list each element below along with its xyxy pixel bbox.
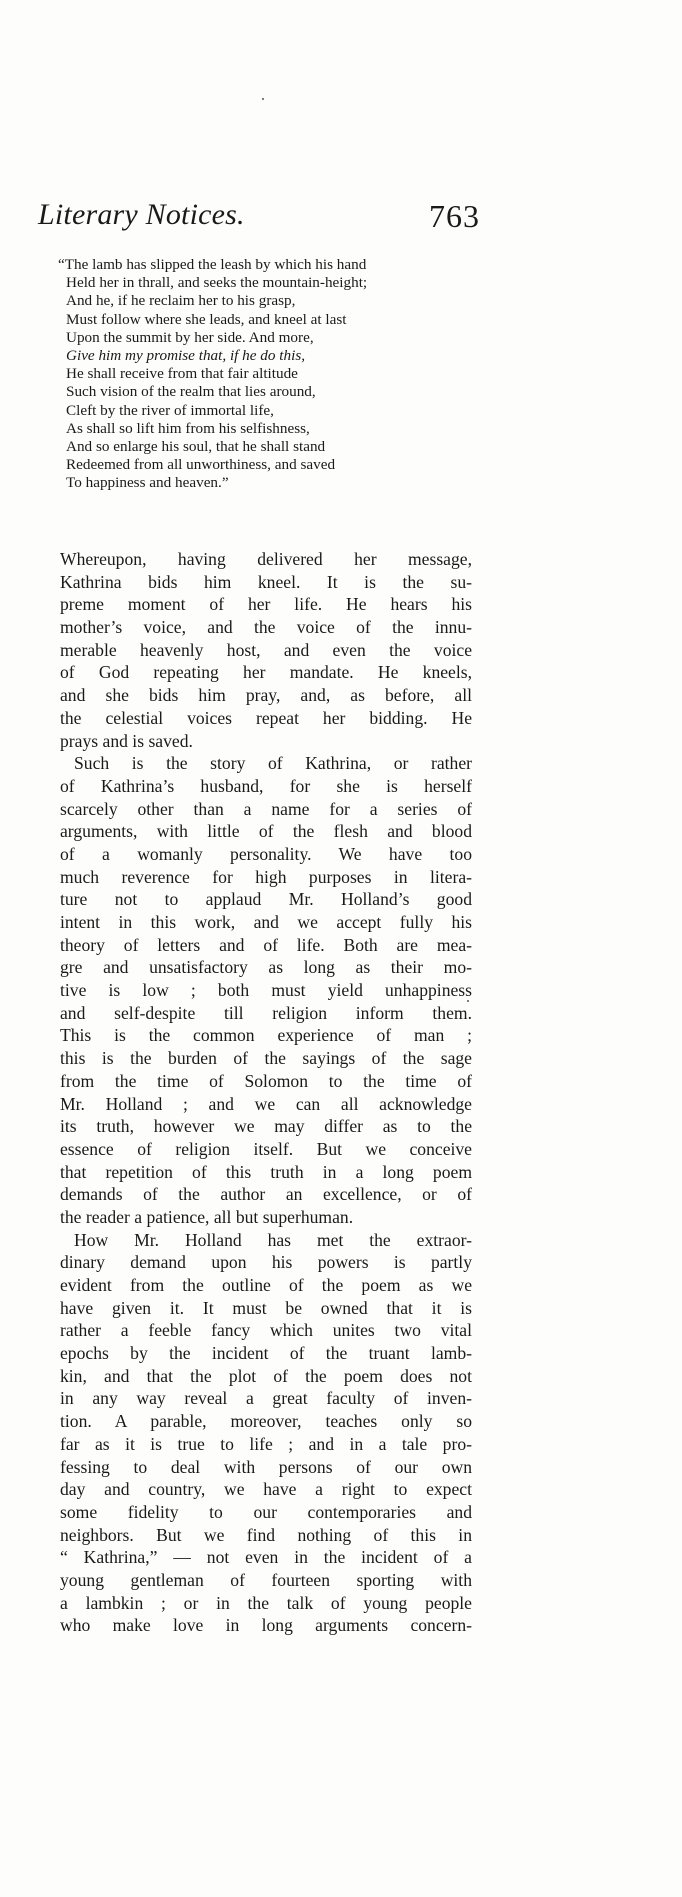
- text-line: prays and is saved.: [60, 730, 193, 751]
- text-line: preme moment of her life. He hears his: [60, 594, 472, 615]
- text-line: the reader a patience, all but superhuman.: [60, 1206, 354, 1227]
- verse-line: Such vision of the realm that lies around,: [66, 383, 316, 401]
- verse-line: Must follow where she leads, and kneel at last: [66, 310, 347, 328]
- text-line: mother’s voice, and the voice of the innu-: [60, 617, 472, 638]
- text-line: kin, and that the plot of the poem does not: [60, 1365, 472, 1386]
- text-line: arguments, with little of the flesh and blood: [60, 821, 472, 842]
- page-number: 763: [429, 198, 480, 234]
- text-line: theory of letters and of life. Both are mea-: [60, 934, 472, 955]
- text-line: merable heavenly host, and even the voice: [60, 639, 472, 660]
- text-line: demands of the author an excellence, or of: [60, 1184, 472, 1205]
- text-line: and she bids him pray, and, as before, all: [60, 685, 472, 706]
- text-line: ture not to applaud Mr. Holland’s good: [60, 889, 472, 910]
- text-line: of God repeating her mandate. He kneels,: [60, 662, 472, 683]
- verse-line: He shall receive from that fair altitude: [66, 365, 298, 383]
- text-line: Whereupon, having delivered her message,: [60, 549, 472, 569]
- text-line: fessing to deal with persons of our own: [60, 1456, 472, 1477]
- text-line: Kathrina bids him kneel. It is the su-: [60, 571, 472, 592]
- text-line: some fidelity to our contemporaries and: [60, 1501, 472, 1522]
- text-line: intent in this work, and we accept fully his: [60, 912, 472, 932]
- text-line: a lambkin ; or in the talk of young people: [60, 1592, 472, 1613]
- text-line: have given it. It must be owned that it is: [60, 1297, 472, 1318]
- text-line: far as it is true to life ; and in a tale pro-: [60, 1433, 472, 1454]
- verse-quotation: [58, 256, 506, 492]
- text-line: rather a feeble fancy which unites two vital: [60, 1320, 472, 1341]
- text-line: This is the common experience of man ;: [60, 1025, 472, 1046]
- text-line: epochs by the incident of the truant lamb-: [60, 1343, 472, 1364]
- text-line: much reverence for high purposes in litera-: [60, 866, 472, 887]
- verse-line: And so enlarge his soul, that he shall stand: [66, 437, 326, 455]
- text-line: Mr. Holland ; and we can all acknowledge: [60, 1093, 472, 1114]
- text-line: young gentleman of fourteen sporting with: [60, 1569, 472, 1590]
- text-line: this is the burden of the sayings of the sage: [60, 1048, 472, 1069]
- text-line: scarcely other than a name for a series of: [60, 798, 472, 819]
- verse-line: Cleft by the river of immortal life,: [66, 401, 274, 419]
- body-text: [60, 548, 472, 1637]
- verse-line: “The lamb has slipped the leash by which his hand: [58, 256, 367, 273]
- text-line: Such is the story of Kathrina, or rather: [74, 753, 472, 774]
- text-line: of Kathrina’s husband, for she is herself: [60, 775, 472, 796]
- verse-line: And he, if he reclaim her to his grasp,: [66, 292, 296, 310]
- verse-line: As shall so lift him from his selfishness,: [66, 419, 310, 437]
- verse-line: To happiness and heaven.”: [66, 474, 229, 492]
- text-line: and self-despite till religion inform them.: [60, 1002, 472, 1023]
- text-line: How Mr. Holland has met the extraor-: [74, 1229, 472, 1250]
- page-header: [38, 198, 478, 238]
- text-line: neighbors. But we find nothing of this in: [60, 1524, 472, 1545]
- text-line: its truth, however we may differ as to the: [60, 1116, 472, 1137]
- text-line: day and country, we have a right to expect: [60, 1479, 472, 1500]
- text-line: in any way reveal a great faculty of inven-: [60, 1388, 472, 1409]
- verse-line: Redeemed from all unworthiness, and saved: [66, 456, 336, 474]
- text-line: that repetition of this truth in a long poem: [60, 1161, 472, 1182]
- text-line: who make love in long arguments concern-: [60, 1615, 472, 1636]
- text-line: tion. A parable, moreover, teaches only so: [60, 1411, 472, 1432]
- text-line: essence of religion itself. But we conceive: [60, 1138, 472, 1159]
- text-line: tive is low ; both must yield unhappiness: [60, 980, 472, 1001]
- text-line: “ Kathrina,” — not even in the incident of a: [60, 1547, 472, 1568]
- text-line: of a womanly personality. We have too: [60, 843, 472, 864]
- running-title: Literary Notices.: [38, 198, 245, 231]
- text-line: evident from the outline of the poem as we: [60, 1275, 472, 1295]
- verse-line: Give him my promise that, if he do this,: [66, 346, 306, 364]
- text-line: the celestial voices repeat her bidding. He: [60, 707, 472, 728]
- verse-line: Held her in thrall, and seeks the mountain-height;: [66, 274, 368, 292]
- text-line: gre and unsatisfactory as long as their mo-: [60, 957, 472, 978]
- page-speck: [262, 98, 264, 100]
- verse-line: Upon the summit by her side. And more,: [66, 328, 314, 346]
- text-line: dinary demand upon his powers is partly: [60, 1252, 472, 1273]
- text-line: from the time of Solomon to the time of: [60, 1070, 472, 1091]
